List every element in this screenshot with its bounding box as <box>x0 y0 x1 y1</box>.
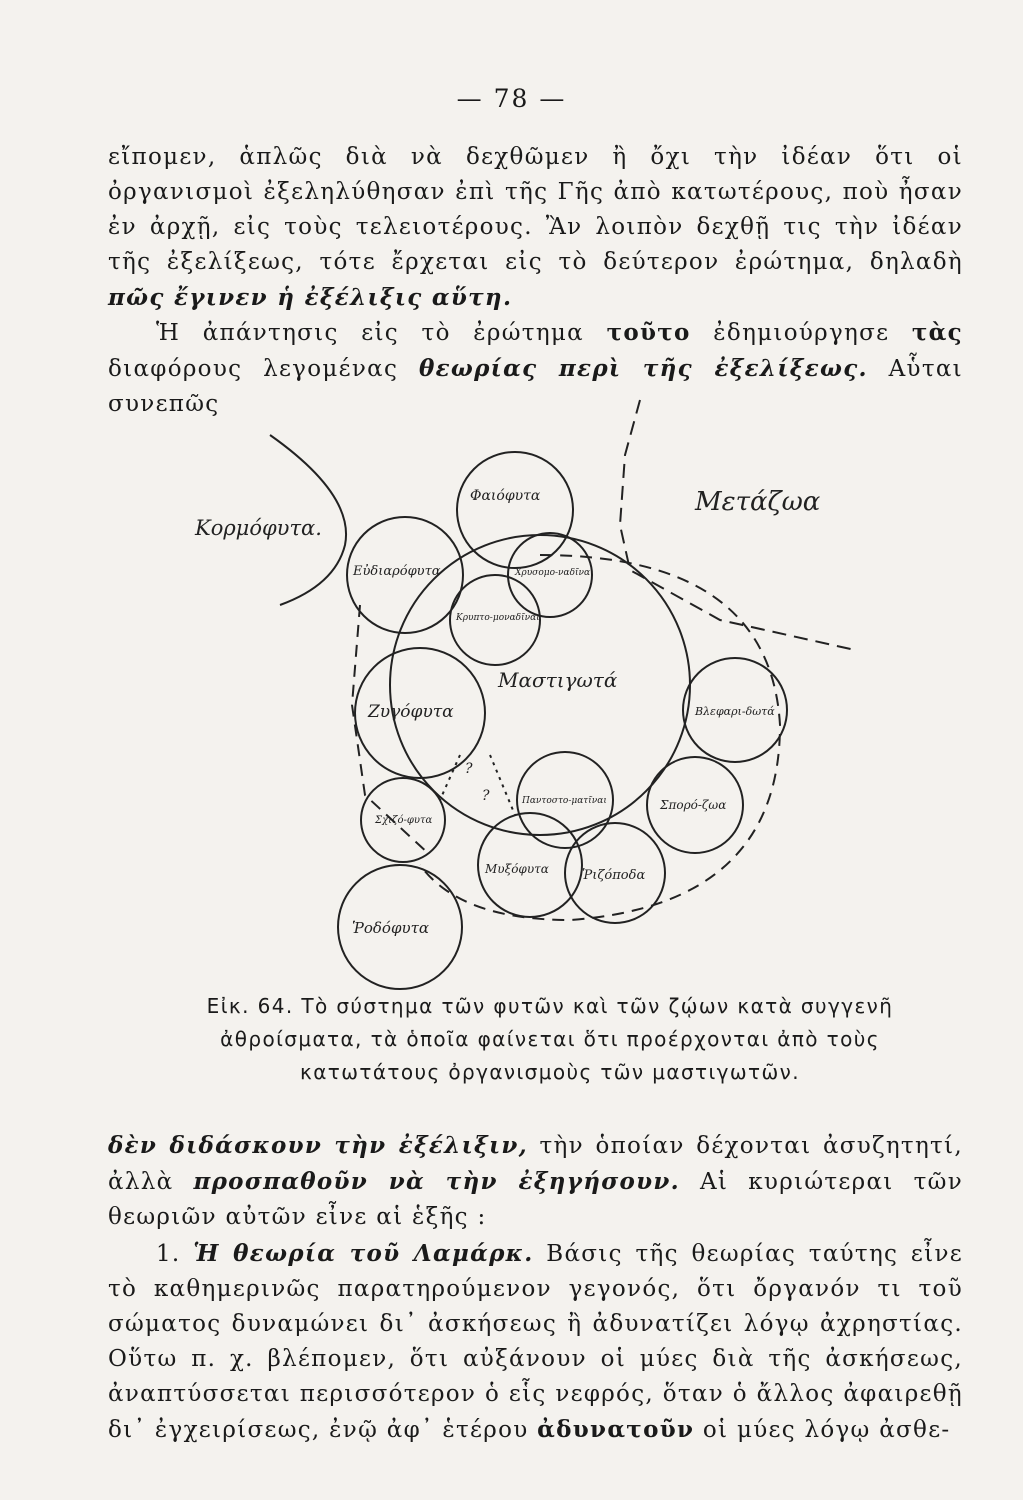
paragraph-4 <box>108 1236 963 1448</box>
label-schizofyta: Σχιζό-φυτα <box>375 815 433 826</box>
label-pantostomatinai: Παντοστο-ματῖναι <box>522 796 607 806</box>
paragraph-2-text-a: Ἡ ἀπάντησις εἰς τὸ ἐρώτημα <box>156 320 584 346</box>
label-chrysomonadinai: Χρυσομο-ναδῖναι <box>515 568 594 578</box>
paragraph-3-text-a: τὴν ὁποίαν δέχονται ἀσυζητητί, ἀλλὰ <box>108 1133 963 1195</box>
label-myxofyta: Μυξόφυτα <box>485 862 549 876</box>
page-number: — 78 — <box>456 84 567 113</box>
label-faiofyta: Φαιόφυτα <box>470 488 541 504</box>
paragraph-2-text-c: ἐδημιούργησε <box>713 320 890 346</box>
paragraph-3-text-b: Αἱ κυριώτεραι τῶν θεωριῶν αὐτῶν εἶνε αἱ ἑξῆς : <box>108 1169 963 1230</box>
paragraph-4-text-b: οἱ μύες λόγῳ ἀσθε- <box>702 1417 951 1443</box>
label-rodofyta: Ῥοδόφυτα <box>352 919 429 937</box>
label-metazoa: Μετάζωα <box>695 487 821 517</box>
figure-caption: Εἰκ. 64. Τὸ σύστημα τῶν φυτῶν καὶ τῶν ζῴων κατὰ συγγενῆ ἀθροίσματα, τὰ ὁποῖα φαίνεται ὅτι προέρχονται ἀπὸ τοὺς κατωτάτους ὀργανισμοὺς τῶν μαστιγωτῶν. <box>206 994 894 1084</box>
label-mastigota: Μαστιγωτά <box>498 668 618 692</box>
label-kryptomonadinai: Κρυπτο-μοναδῖναι <box>456 613 540 623</box>
label-kormofyta: Κορμόφυτα. <box>195 516 322 540</box>
label-question-1: ? <box>465 761 473 777</box>
metazoa-boundary <box>620 400 855 650</box>
paragraph-4-heading: Ἡ θεωρία τοῦ Λαμάρκ. <box>193 1240 534 1267</box>
label-zygofyta: Ζυγόφυτα <box>368 702 454 722</box>
label-rizopoda: Ῥιζόποδα <box>582 868 646 883</box>
evolution-diagram-svg <box>120 395 900 1005</box>
paragraph-3 <box>108 1128 963 1235</box>
paragraph-4-bold-2: ἀδυνατοῦν <box>537 1416 695 1443</box>
label-eydiaryofyta: Εὐδιαρόφυτα <box>353 564 441 579</box>
paragraph-2-text-d: τὰς <box>911 319 963 346</box>
paragraph-4-number: 1. <box>156 1241 181 1267</box>
paragraph-1 <box>108 140 963 316</box>
label-question-2: ? <box>482 788 490 804</box>
paragraph-3-bold-2: προσπαθοῦν νὰ τὴν ἐξηγήσουν. <box>193 1168 680 1195</box>
dotted-connector-1 <box>440 755 460 800</box>
label-sporozoa: Σπορό-ζωα <box>660 798 727 812</box>
paragraph-2-text-e: διαφόρους λεγομένας <box>108 356 399 382</box>
animal-group-boundary <box>420 555 780 920</box>
paragraph-2-bold: θεωρίας περὶ τῆς ἐξελίξεως. <box>418 355 868 382</box>
paragraph-2-text-f: Αὗται συνεπῶς <box>108 356 963 417</box>
evolution-diagram <box>120 395 900 1005</box>
dotted-connector-2 <box>490 755 515 815</box>
paragraph-2-text-b: τοῦτο <box>606 319 691 346</box>
paragraph-1-bold: πῶς ἔγινεν ἡ ἐξέλιξις αὕτη. <box>108 284 513 311</box>
paragraph-1-text: εἴπομεν, ἁπλῶς διὰ νὰ δεχθῶμεν ἢ ὄχι τὴν ἰδέαν ὅτι οἱ ὀργανισμοὶ ἐξεληλύθησαν ἐπὶ τῆς Γῆς ἀπὸ κατωτέρους, ποὺ ἦσαν ἐν ἀρχῇ, εἰς τοὺς τελειοτέρους. Ἂν λοιπὸν δεχθῇ τις τὴν ἰδέαν τῆς ἐξελίξεως, τότε ἔρχεται εἰς τὸ δεύτερον ἐρώτημα, δηλαδὴ <box>108 144 963 275</box>
label-blefaridota: Βλεφαρι-δωτά <box>695 705 775 718</box>
paragraph-4-text-a: Βάσις τῆς θεωρίας ταύτης εἶνε τὸ καθημερινῶς παρατηρούμενον γεγονός, ὅτι ὄργανόν τι τοῦ σώματος δυναμώνει δι᾽ ἀσκήσεως ἢ ἀδυνατίζει λόγῳ ἀχρηστίας. Οὕτω π. χ. βλέπομεν, ὅτι αὐξάνουν οἱ μύες διὰ τῆς ἀσκήσεως, ἀναπτύσσεται περισσότερον ὁ εἷς νεφρός, ὅταν ὁ ἄλλος ἀφαιρεθῇ δι᾽ ἐγχειρίσεως, ἐνῷ ἀφ᾽ ἑτέρου <box>108 1241 963 1443</box>
paragraph-3-bold-1: δὲν διδάσκουν τὴν ἐξέλιξιν, <box>108 1132 528 1159</box>
